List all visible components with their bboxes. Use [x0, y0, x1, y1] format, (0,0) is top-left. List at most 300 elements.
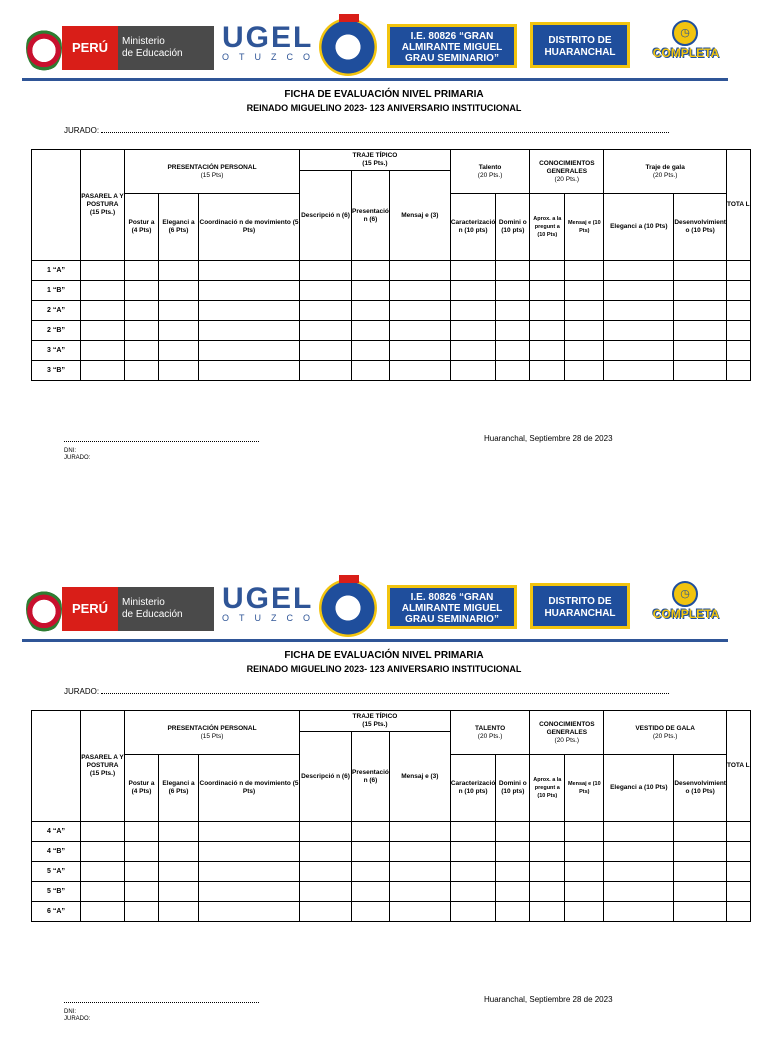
jurado-field[interactable]	[64, 686, 669, 696]
jurado-line[interactable]	[101, 125, 669, 133]
peru-logo: PERÚ	[62, 587, 118, 631]
score-cell[interactable]	[125, 902, 159, 922]
district-line2: HUARANCHAL	[544, 47, 616, 58]
score-cell[interactable]	[159, 882, 199, 902]
score-cell[interactable]	[565, 822, 604, 842]
col-coordinacion: Coordinació n de movimiento (5 Pts)	[199, 194, 300, 261]
row-label: 3 “A”	[32, 341, 81, 361]
ugel-logo	[222, 582, 320, 633]
score-cell[interactable]	[352, 361, 390, 381]
score-cell[interactable]	[565, 301, 604, 321]
score-cell[interactable]	[726, 361, 750, 381]
ministerio-logo	[118, 26, 214, 70]
row-label: 1 “A”	[32, 261, 81, 281]
col-talento-label: TALENTO	[475, 724, 506, 732]
table-row	[32, 882, 751, 902]
district-box	[530, 22, 630, 68]
col-presentacion-pts: (15 Pts)	[200, 732, 224, 740]
score-cell[interactable]	[81, 822, 125, 842]
score-cell[interactable]	[450, 361, 495, 381]
ministerio-line2: de Educación	[122, 48, 183, 59]
score-cell[interactable]	[530, 261, 565, 281]
ugel-text: UGEL	[222, 21, 314, 54]
col-traje	[300, 711, 451, 732]
score-cell[interactable]	[199, 902, 300, 922]
score-cell[interactable]	[352, 902, 390, 922]
table-row	[32, 301, 751, 321]
jec-logo	[644, 581, 728, 633]
score-cell[interactable]	[565, 862, 604, 882]
row-label: 2 “B”	[32, 321, 81, 341]
district-line1: DISTRITO DE	[548, 35, 612, 46]
score-cell[interactable]	[352, 341, 390, 361]
col-presentacion2: Presentació n (6)	[352, 732, 390, 822]
score-cell[interactable]	[300, 261, 352, 281]
header-divider	[22, 78, 728, 81]
col-coordinacion: Coordinació n de movimiento (5 Pts)	[199, 755, 300, 822]
score-cell[interactable]	[125, 341, 159, 361]
score-cell[interactable]	[530, 321, 565, 341]
col-total: TOTA L	[726, 711, 750, 822]
score-cell[interactable]	[674, 842, 727, 862]
evaluation-table	[31, 710, 751, 922]
table-row	[32, 361, 751, 381]
ministerio-line2: de Educación	[122, 609, 183, 620]
school-name-line3: GRAU SEMINARIO”	[405, 53, 499, 64]
table-row	[32, 842, 751, 862]
jurado-line[interactable]	[101, 686, 669, 694]
score-cell[interactable]	[565, 882, 604, 902]
score-cell[interactable]	[604, 902, 674, 922]
score-cell[interactable]	[300, 301, 352, 321]
score-cell[interactable]	[389, 882, 450, 902]
dni-label: DNI:	[64, 448, 76, 454]
col-gala	[604, 150, 727, 194]
col-descripcion: Descripció n (6)	[300, 171, 352, 261]
score-cell[interactable]	[81, 882, 125, 902]
score-cell[interactable]	[300, 822, 352, 842]
jec-text: COMPLETA	[652, 607, 720, 621]
score-cell[interactable]	[300, 842, 352, 862]
jurado-label: JURADO:	[64, 687, 100, 696]
school-name-box	[387, 585, 517, 629]
col-talento-label: Talento	[478, 163, 502, 171]
col-elegancia2: Eleganci a (10 Pts)	[604, 755, 674, 822]
district-line2: HUARANCHAL	[544, 608, 616, 619]
score-cell[interactable]	[199, 301, 300, 321]
col-gala	[604, 711, 727, 755]
score-cell[interactable]	[389, 902, 450, 922]
score-cell[interactable]	[81, 281, 125, 301]
col-caracterizacion: Caracterizació n (10 pts)	[450, 194, 495, 261]
score-cell[interactable]	[125, 261, 159, 281]
score-cell[interactable]	[300, 321, 352, 341]
score-cell[interactable]	[726, 281, 750, 301]
score-cell[interactable]	[496, 862, 530, 882]
score-cell[interactable]	[159, 822, 199, 842]
col-aprox: Aprox. a la pregunt a (10 Pts)	[530, 755, 565, 822]
score-cell[interactable]	[300, 862, 352, 882]
header-divider	[22, 639, 728, 642]
signature-jurado-label: JURADO:	[64, 455, 91, 461]
ugel-logo	[222, 21, 320, 72]
school-name-line2: ALMIRANTE MIGUEL	[401, 603, 503, 614]
score-cell[interactable]	[125, 361, 159, 381]
evaluation-sheet-2	[0, 561, 768, 1061]
row-label: 3 “B”	[32, 361, 81, 381]
score-cell[interactable]	[352, 842, 390, 862]
score-cell[interactable]	[530, 281, 565, 301]
score-cell[interactable]	[159, 301, 199, 321]
score-cell[interactable]	[565, 261, 604, 281]
col-pasarela	[81, 150, 125, 261]
col-presentacion-label: PRESENTACIÓN PERSONAL	[167, 724, 257, 732]
score-cell[interactable]	[565, 842, 604, 862]
score-cell[interactable]	[389, 862, 450, 882]
col-presentacion-label: PRESENTACIÓN PERSONAL	[167, 163, 257, 171]
score-cell[interactable]	[530, 341, 565, 361]
score-cell[interactable]	[450, 862, 495, 882]
score-cell[interactable]	[125, 882, 159, 902]
col-talento	[450, 150, 529, 194]
col-mensaje2: Mensaj e (10 Pts)	[565, 755, 604, 822]
col-mensaje: Mensaj e (3)	[389, 171, 450, 261]
score-cell[interactable]	[352, 281, 390, 301]
score-cell[interactable]	[450, 882, 495, 902]
score-cell[interactable]	[726, 862, 750, 882]
col-conocimientos-label: CONOCIMIENTOS GENERALES	[539, 720, 595, 736]
score-cell[interactable]	[199, 261, 300, 281]
score-cell[interactable]	[565, 281, 604, 301]
score-cell[interactable]	[199, 842, 300, 862]
score-cell[interactable]	[530, 361, 565, 381]
row-label: 1 “B”	[32, 281, 81, 301]
score-cell[interactable]	[726, 301, 750, 321]
school-emblem-icon	[319, 18, 377, 76]
row-label: 6 “A”	[32, 902, 81, 922]
col-traje-pts: (15 Pts.)	[362, 721, 388, 728]
score-cell[interactable]	[352, 261, 390, 281]
score-cell[interactable]	[81, 361, 125, 381]
table-row	[32, 902, 751, 922]
school-name-line2: ALMIRANTE MIGUEL	[401, 42, 503, 53]
score-cell[interactable]	[81, 842, 125, 862]
signature-block	[64, 448, 90, 462]
col-dominio: Domini o (10 pts)	[496, 194, 530, 261]
jec-text: COMPLETA	[652, 46, 720, 60]
col-gala-label: VESTIDO DE GALA	[635, 724, 695, 732]
score-cell[interactable]	[352, 321, 390, 341]
col-desenvolvimiento: Desenvolvimient o (10 Pts)	[674, 755, 727, 822]
score-cell[interactable]	[565, 321, 604, 341]
score-cell[interactable]	[530, 301, 565, 321]
score-cell[interactable]	[674, 281, 727, 301]
score-cell[interactable]	[496, 361, 530, 381]
score-cell[interactable]	[530, 822, 565, 842]
school-name-line1: I.E. 80826 “GRAN	[410, 592, 494, 603]
score-cell[interactable]	[159, 341, 199, 361]
peru-logo: PERÚ	[62, 26, 118, 70]
score-cell[interactable]	[530, 862, 565, 882]
score-cell[interactable]	[726, 842, 750, 862]
col-gala-pts: (20 Pts.)	[652, 732, 678, 740]
score-cell[interactable]	[125, 301, 159, 321]
row-label: 4 “A”	[32, 822, 81, 842]
col-presentacion2: Presentació n (6)	[352, 171, 390, 261]
score-cell[interactable]	[199, 862, 300, 882]
score-cell[interactable]	[81, 902, 125, 922]
signature-jurado-label: JURADO:	[64, 1016, 91, 1022]
clock-icon: ◷	[672, 581, 698, 607]
score-cell[interactable]	[450, 822, 495, 842]
score-cell[interactable]	[604, 341, 674, 361]
district-line1: DISTRITO DE	[548, 596, 612, 607]
clock-icon: ◷	[672, 20, 698, 46]
score-cell[interactable]	[352, 882, 390, 902]
jec-logo	[644, 20, 728, 72]
score-cell[interactable]	[159, 261, 199, 281]
col-aprox: Aprox. a la pregunt a (10 Pts)	[530, 194, 565, 261]
score-cell[interactable]	[125, 281, 159, 301]
score-cell[interactable]	[604, 261, 674, 281]
header-banner	[22, 579, 730, 641]
score-cell[interactable]	[674, 301, 727, 321]
score-cell[interactable]	[389, 301, 450, 321]
score-cell[interactable]	[565, 361, 604, 381]
district-box	[530, 583, 630, 629]
ministerio-line1: Ministerio	[122, 36, 165, 47]
score-cell[interactable]	[674, 321, 727, 341]
row-label: 5 “B”	[32, 882, 81, 902]
score-cell[interactable]	[300, 882, 352, 902]
col-mensaje: Mensaj e (3)	[389, 732, 450, 822]
col-dominio: Domini o (10 pts)	[496, 755, 530, 822]
score-cell[interactable]	[159, 321, 199, 341]
col-traje-pts: (15 Pts.)	[362, 160, 388, 167]
score-cell[interactable]	[604, 321, 674, 341]
score-cell[interactable]	[450, 341, 495, 361]
score-cell[interactable]	[565, 902, 604, 922]
score-cell[interactable]	[300, 361, 352, 381]
col-conocimientos-pts: (20 Pts.)	[554, 736, 580, 744]
ugel-subtext: OTUZCO	[222, 52, 320, 62]
score-cell[interactable]	[726, 822, 750, 842]
score-cell[interactable]	[199, 361, 300, 381]
score-cell[interactable]	[81, 261, 125, 281]
row-label-header	[32, 711, 81, 822]
score-cell[interactable]	[389, 341, 450, 361]
col-talento-pts: (20 Pts.)	[477, 732, 503, 740]
col-traje-label: TRAJE TÍPICO	[352, 713, 398, 720]
peru-coat-of-arms-icon	[26, 585, 62, 633]
score-cell[interactable]	[125, 321, 159, 341]
score-cell[interactable]	[199, 281, 300, 301]
score-cell[interactable]	[450, 261, 495, 281]
col-descripcion: Descripció n (6)	[300, 732, 352, 822]
score-cell[interactable]	[674, 361, 727, 381]
form-subtitle: REINADO MIGUELINO 2023- 123 ANIVERSARIO INSTITUCIONAL	[246, 103, 522, 113]
signature-line[interactable]	[64, 441, 259, 442]
score-cell[interactable]	[81, 862, 125, 882]
score-cell[interactable]	[604, 281, 674, 301]
score-cell[interactable]	[389, 842, 450, 862]
row-label: 2 “A”	[32, 301, 81, 321]
col-conocimientos	[530, 150, 604, 194]
score-cell[interactable]	[496, 842, 530, 862]
col-traje	[300, 150, 451, 171]
col-total: TOTA L	[726, 150, 750, 261]
score-cell[interactable]	[352, 862, 390, 882]
table-row	[32, 321, 751, 341]
row-label-header	[32, 150, 81, 261]
place-date: Huaranchal, Septiembre 28 de 2023	[484, 434, 613, 443]
score-cell[interactable]	[199, 341, 300, 361]
score-cell[interactable]	[125, 842, 159, 862]
score-cell[interactable]	[496, 882, 530, 902]
ministerio-logo	[118, 587, 214, 631]
ugel-subtext: OTUZCO	[222, 613, 320, 623]
col-conocimientos-pts: (20 Pts.)	[554, 175, 580, 183]
peru-coat-of-arms-icon	[26, 24, 62, 72]
school-name-box	[387, 24, 517, 68]
row-label: 5 “A”	[32, 862, 81, 882]
col-talento-pts: (20 Pts.)	[477, 171, 503, 179]
score-cell[interactable]	[300, 341, 352, 361]
col-desenvolvimiento: Desenvolvimient o (10 Pts)	[674, 194, 727, 261]
score-cell[interactable]	[674, 862, 727, 882]
score-cell[interactable]	[604, 822, 674, 842]
ugel-text: UGEL	[222, 582, 314, 615]
evaluation-sheet-1	[0, 0, 768, 500]
table-row	[32, 261, 751, 281]
score-cell[interactable]	[159, 281, 199, 301]
school-emblem-icon	[319, 579, 377, 637]
signature-line[interactable]	[64, 1002, 259, 1003]
col-elegancia2: Eleganci a (10 Pts)	[604, 194, 674, 261]
score-cell[interactable]	[389, 822, 450, 842]
row-label: 4 “B”	[32, 842, 81, 862]
col-pasarela	[81, 711, 125, 822]
score-cell[interactable]	[199, 822, 300, 842]
form-subtitle: REINADO MIGUELINO 2023- 123 ANIVERSARIO INSTITUCIONAL	[246, 664, 522, 674]
header-banner	[22, 18, 730, 80]
score-cell[interactable]	[530, 902, 565, 922]
col-conocimientos	[530, 711, 604, 755]
jurado-field[interactable]	[64, 125, 669, 135]
score-cell[interactable]	[604, 842, 674, 862]
score-cell[interactable]	[496, 341, 530, 361]
dni-label: DNI:	[64, 1009, 76, 1015]
col-postura: Postur a (4 Pts)	[125, 194, 159, 261]
score-cell[interactable]	[450, 321, 495, 341]
score-cell[interactable]	[125, 862, 159, 882]
score-cell[interactable]	[352, 822, 390, 842]
score-cell[interactable]	[674, 882, 727, 902]
col-caracterizacion: Caracterizació n (10 pts)	[450, 755, 495, 822]
score-cell[interactable]	[389, 281, 450, 301]
score-cell[interactable]	[674, 261, 727, 281]
col-elegancia: Eleganci a (6 Pts)	[159, 194, 199, 261]
table-row	[32, 341, 751, 361]
score-cell[interactable]	[726, 341, 750, 361]
score-cell[interactable]	[389, 321, 450, 341]
score-cell[interactable]	[530, 842, 565, 862]
score-cell[interactable]	[496, 321, 530, 341]
score-cell[interactable]	[352, 301, 390, 321]
score-cell[interactable]	[81, 301, 125, 321]
col-gala-pts: (20 Pts.)	[652, 171, 678, 179]
place-date: Huaranchal, Septiembre 28 de 2023	[484, 995, 613, 1004]
score-cell[interactable]	[159, 902, 199, 922]
score-cell[interactable]	[674, 902, 727, 922]
score-cell[interactable]	[159, 361, 199, 381]
score-cell[interactable]	[496, 261, 530, 281]
score-cell[interactable]	[726, 321, 750, 341]
table-row	[32, 281, 751, 301]
score-cell[interactable]	[604, 301, 674, 321]
table-row	[32, 862, 751, 882]
col-conocimientos-label: CONOCIMIENTOS GENERALES	[539, 159, 595, 175]
score-cell[interactable]	[726, 882, 750, 902]
col-pasarela-pts: (15 Pts.)	[89, 770, 116, 777]
col-traje-label: TRAJE TÍPICO	[352, 152, 398, 159]
score-cell[interactable]	[300, 902, 352, 922]
score-cell[interactable]	[565, 341, 604, 361]
col-presentacion	[125, 711, 300, 755]
score-cell[interactable]	[496, 281, 530, 301]
score-cell[interactable]	[530, 882, 565, 902]
score-cell[interactable]	[604, 862, 674, 882]
score-cell[interactable]	[496, 902, 530, 922]
score-cell[interactable]	[159, 842, 199, 862]
score-cell[interactable]	[389, 361, 450, 381]
form-title: FICHA DE EVALUACIÓN NIVEL PRIMARIA	[284, 89, 484, 100]
score-cell[interactable]	[81, 341, 125, 361]
score-cell[interactable]	[159, 862, 199, 882]
col-mensaje2: Mensaj e (10 Pts)	[565, 194, 604, 261]
col-presentacion	[125, 150, 300, 194]
score-cell[interactable]	[389, 261, 450, 281]
score-cell[interactable]	[674, 341, 727, 361]
score-cell[interactable]	[604, 361, 674, 381]
score-cell[interactable]	[450, 301, 495, 321]
col-pasarela-pts: (15 Pts.)	[89, 209, 116, 216]
school-name-line1: I.E. 80826 “GRAN	[410, 31, 494, 42]
table-row	[32, 822, 751, 842]
score-cell[interactable]	[450, 842, 495, 862]
score-cell[interactable]	[450, 281, 495, 301]
col-elegancia: Eleganci a (6 Pts)	[159, 755, 199, 822]
score-cell[interactable]	[604, 882, 674, 902]
col-gala-label: Traje de gala	[645, 163, 685, 171]
signature-block	[64, 1009, 90, 1023]
score-cell[interactable]	[674, 822, 727, 842]
col-talento	[450, 711, 529, 755]
score-cell[interactable]	[726, 261, 750, 281]
score-cell[interactable]	[496, 822, 530, 842]
score-cell[interactable]	[496, 301, 530, 321]
score-cell[interactable]	[81, 321, 125, 341]
score-cell[interactable]	[199, 321, 300, 341]
score-cell[interactable]	[199, 882, 300, 902]
ministerio-line1: Ministerio	[122, 597, 165, 608]
score-cell[interactable]	[726, 902, 750, 922]
score-cell[interactable]	[125, 822, 159, 842]
score-cell[interactable]	[450, 902, 495, 922]
jurado-label: JURADO:	[64, 126, 100, 135]
score-cell[interactable]	[300, 281, 352, 301]
col-postura: Postur a (4 Pts)	[125, 755, 159, 822]
